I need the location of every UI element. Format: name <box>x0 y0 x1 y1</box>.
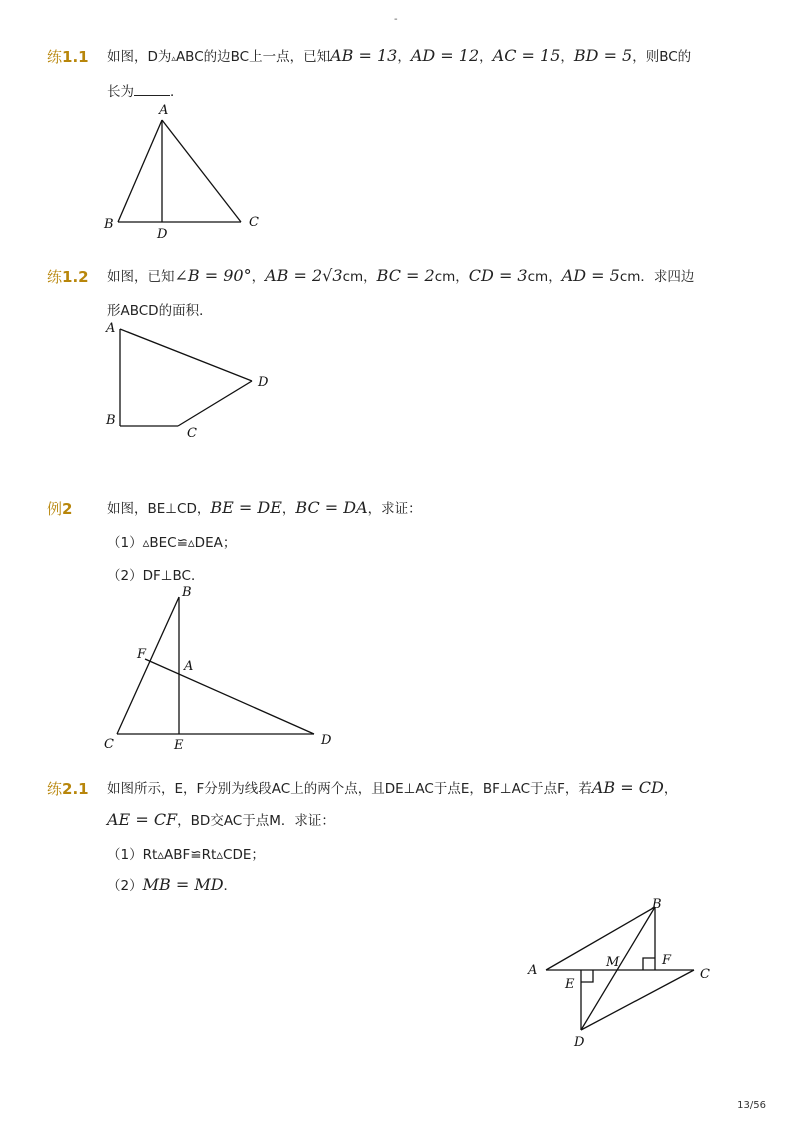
triangle-symbol: ▵ <box>171 54 176 64</box>
problem-2-1-line-2 <box>107 809 335 829</box>
label-d: D <box>321 733 332 748</box>
label-e: E <box>174 738 184 753</box>
tag-prefix: 练 <box>47 268 63 286</box>
label-a: A <box>159 103 169 118</box>
label-f: F <box>662 953 672 968</box>
text-segment: 如图所示，E，F分别为线段AC上的两个点，且DE⊥AC于点E，BF⊥AC于点F，若 <box>107 781 592 797</box>
example-2-line-1 <box>107 497 422 517</box>
figure-triangle-abc <box>100 100 270 240</box>
math-ac: AC = 15 <box>492 46 561 65</box>
separator: ， <box>281 501 296 517</box>
problem-1-1-line-2 <box>107 80 184 100</box>
problem-1-1-line-1 <box>107 45 691 65</box>
problem-1-2-line-1 <box>107 265 694 285</box>
label-c: C <box>187 426 197 441</box>
tag-prefix: 例 <box>47 500 63 518</box>
page-number: 13/56 <box>737 1100 766 1111</box>
label-c: C <box>700 967 710 982</box>
problem-1-2-line-2: 形ABCD的面积． <box>107 303 213 319</box>
unit: cm <box>342 269 364 285</box>
text-segment: ，BD交AC于点M．求证： <box>177 813 335 829</box>
text-segment: 长为 <box>107 84 134 100</box>
text-segment: ，求证： <box>367 501 422 517</box>
figure-quadrilateral-abcd <box>100 318 280 448</box>
figure-problem-2-1 <box>520 890 720 1055</box>
label-m: M <box>606 955 620 970</box>
tag-number: 2.1 <box>62 780 89 798</box>
tag-prefix: 练 <box>47 780 63 798</box>
label-c: C <box>249 215 259 230</box>
figure-example-2 <box>100 582 340 752</box>
tag-number: 1.1 <box>62 48 89 66</box>
separator: ， <box>479 49 493 65</box>
text-segment: ． <box>170 84 184 100</box>
separator: ， <box>363 269 377 285</box>
label-d: D <box>574 1035 585 1050</box>
problem-tag-2-1 <box>47 778 89 799</box>
header-mark: - <box>394 14 398 25</box>
text-segment: ， <box>663 781 678 797</box>
label-a: A <box>184 659 194 674</box>
problem-tag-1-1 <box>47 46 89 67</box>
math-ad: AD = 5 <box>561 266 620 285</box>
text-segment: ABC的边BC上一点，已知 <box>175 49 331 65</box>
math-ae-cf: AE = CF <box>107 810 178 829</box>
math-ab: AB = 13 <box>330 46 398 65</box>
unit: cm <box>434 269 456 285</box>
label-a: A <box>106 321 116 336</box>
label-a: A <box>528 963 538 978</box>
example-2-sub-2: （2）DF⊥BC． <box>107 568 205 584</box>
problem-2-1-sub-2 <box>107 874 237 894</box>
separator: ， <box>560 49 574 65</box>
math-bc-da: BC = DA <box>295 498 368 517</box>
text-segment: 如图，BE⊥CD， <box>107 501 211 517</box>
separator: ， <box>455 269 469 285</box>
text-segment: ，则BC的 <box>632 49 692 65</box>
math-ab: AB = 2√3 <box>265 266 343 285</box>
text-segment: （2） <box>107 878 143 894</box>
problem-tag-1-2 <box>47 266 89 287</box>
math-cd: CD = 3 <box>468 266 528 285</box>
label-c: C <box>104 737 114 752</box>
unit: cm <box>619 269 641 285</box>
problem-2-1-sub-1: （1）Rt▵ABF≌Rt▵CDE； <box>107 847 265 863</box>
text-segment: 如图，已知 <box>107 269 175 285</box>
math-be-de: BE = DE <box>210 498 282 517</box>
tag-number: 1.2 <box>62 268 89 286</box>
math-ad: AD = 12 <box>410 46 480 65</box>
label-d: D <box>258 375 269 390</box>
label-d: D <box>157 227 168 242</box>
tag-prefix: 练 <box>47 48 63 66</box>
text-segment: ．求四边 <box>640 269 695 285</box>
label-b: B <box>104 217 114 232</box>
separator: ， <box>251 269 266 285</box>
math-bc: BC = 2 <box>376 266 435 285</box>
text-segment: ． <box>223 878 238 894</box>
unit: cm <box>527 269 549 285</box>
math-mb-md: MB = MD <box>142 875 224 894</box>
label-f: F <box>137 647 147 662</box>
example-2-sub-1: （1）▵BEC≌▵DEA； <box>107 535 237 551</box>
separator: ， <box>397 49 411 65</box>
problem-tag-2 <box>47 498 72 519</box>
math-angle-b: ∠B = 90° <box>174 266 252 285</box>
label-b: B <box>652 897 662 912</box>
math-ab-cd: AB = CD <box>591 778 664 797</box>
math-bd: BD = 5 <box>573 46 633 65</box>
text-segment: 如图，D为 <box>107 49 172 65</box>
tag-number: 2 <box>62 500 73 518</box>
label-e: E <box>565 977 575 992</box>
label-b: B <box>106 413 116 428</box>
separator: ， <box>548 269 562 285</box>
label-b: B <box>182 585 192 600</box>
answer-blank <box>134 83 170 96</box>
problem-2-1-line-1 <box>107 777 677 797</box>
